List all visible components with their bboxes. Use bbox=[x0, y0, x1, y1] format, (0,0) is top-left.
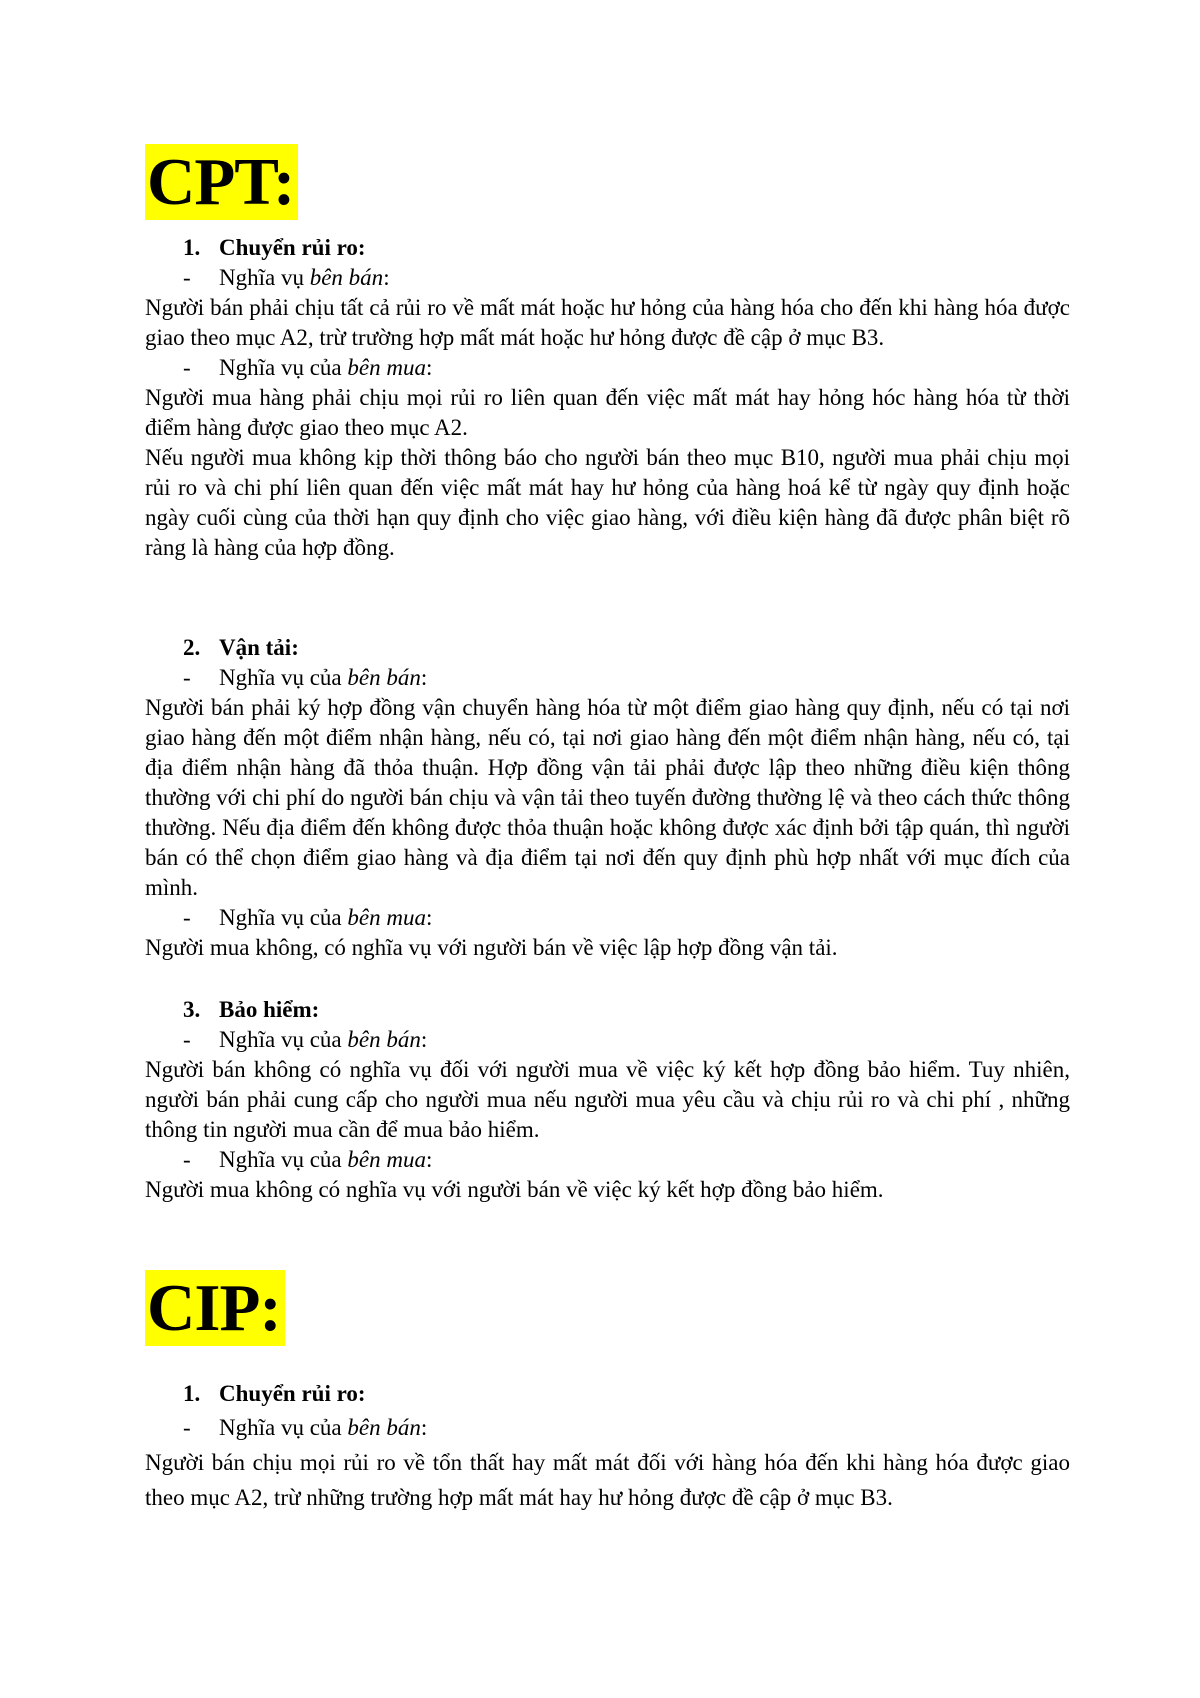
seller-obligation-label: - Nghĩa vụ bên bán: bbox=[145, 263, 1070, 293]
buyer-obligation-text: Người mua không, có nghĩa vụ với người bán về việc lập hợp đồng vận tải. bbox=[145, 935, 838, 960]
cpt-heading-block bbox=[145, 144, 1070, 220]
section-title-text: Bảo hiểm: bbox=[219, 997, 320, 1022]
section-title-text: Chuyển rủi ro: bbox=[219, 1381, 366, 1406]
cpt-section-2 bbox=[145, 633, 1070, 963]
party-seller: bên bán bbox=[347, 1027, 421, 1052]
section-title bbox=[145, 995, 1070, 1025]
buyer-obligation-label: - Nghĩa vụ của bên mua: bbox=[145, 1145, 1070, 1175]
cip-heading: CIP: bbox=[145, 1270, 285, 1346]
buyer-obligation-label: - Nghĩa vụ của bên mua: bbox=[145, 353, 1070, 383]
section-number: 1. bbox=[183, 1381, 201, 1406]
party-seller: bên bán bbox=[309, 265, 384, 290]
section-number: 1. bbox=[183, 235, 201, 260]
party-buyer: bên mua bbox=[347, 1147, 426, 1172]
bullet-dash: - bbox=[183, 905, 191, 930]
section-title-text: Vận tải: bbox=[219, 635, 299, 660]
party-seller: bên bán bbox=[347, 665, 421, 690]
section-title bbox=[145, 233, 1070, 263]
cip-heading-block bbox=[145, 1270, 1070, 1346]
section-number: 2. bbox=[183, 635, 201, 660]
cpt-heading: CPT: bbox=[145, 144, 298, 220]
buyer-obligation-text-2: Nếu người mua không kịp thời thông báo cho người bán theo mục B10, người mua phải chịu mọi rủi ro và chi phí liên quan đến việc mất mát hay hư hỏng của hàng hoá kể từ ngày quy định hoặc ngày cuối cùng của thời hạn quy định cho việc giao hàng, với điều kiện hàng đã được phân biệt rõ ràng là hàng của hợp đồng. bbox=[145, 445, 1070, 560]
section-number: 3. bbox=[183, 997, 201, 1022]
buyer-obligation-label: - Nghĩa vụ của bên mua: bbox=[145, 903, 1070, 933]
bullet-dash: - bbox=[183, 265, 191, 290]
seller-obligation-label: - Nghĩa vụ của bên bán: bbox=[145, 663, 1070, 693]
bullet-dash: - bbox=[183, 1147, 191, 1172]
party-buyer: bên mua bbox=[347, 355, 426, 380]
seller-obligation-text: Người bán phải chịu tất cả rủi ro về mất mát hoặc hư hỏng của hàng hóa cho đến khi hàng hóa được giao theo mục A2, trừ trường hợp mất mát hoặc hư hỏng được đề cập ở mục B3. bbox=[145, 295, 1070, 350]
seller-obligation-text: Người bán phải ký hợp đồng vận chuyển hàng hóa từ một điểm giao hàng quy định, nếu có tại nơi giao hàng đến một điểm nhận hàng, nếu có, tại nơi giao hàng đến một điểm nhận hàng, nếu có, tại địa điểm nhận hàng đã thỏa thuận. Hợp đồng vận tải phải được lập theo những điều kiện thông thường với chi phí do người bán chịu và vận tải theo tuyến đường thường lệ và theo cách thức thông thường. Nếu địa điểm đến không được thỏa thuận hoặc không được xác định bởi tập quán, thì người bán có thể chọn điểm giao hàng và địa điểm tại nơi đến quy định phù hợp nhất với mục đích của mình. bbox=[145, 695, 1070, 900]
bullet-dash: - bbox=[183, 1415, 191, 1440]
bullet-dash: - bbox=[183, 665, 191, 690]
buyer-obligation-text: Người mua hàng phải chịu mọi rủi ro liên quan đến việc mất mát hay hỏng hóc hàng hóa từ thời điểm hàng được giao theo mục A2. bbox=[145, 385, 1070, 440]
seller-obligation-label: - Nghĩa vụ của bên bán: bbox=[145, 1413, 1070, 1443]
cip-section-1 bbox=[145, 1379, 1070, 1515]
cpt-section-3 bbox=[145, 995, 1070, 1205]
seller-obligation-text: Người bán không có nghĩa vụ đối với người mua về việc ký kết hợp đồng bảo hiểm. Tuy nhiên, người bán phải cung cấp cho người mua nếu người mua yêu cầu và chịu rủi ro và chi phí , những thông tin người mua cần để mua bảo hiểm. bbox=[145, 1057, 1070, 1142]
section-title-text: Chuyển rủi ro: bbox=[219, 235, 366, 260]
party-buyer: bên mua bbox=[347, 905, 426, 930]
seller-obligation-label: - Nghĩa vụ của bên bán: bbox=[145, 1025, 1070, 1055]
cpt-section-1 bbox=[145, 233, 1070, 563]
bullet-dash: - bbox=[183, 1027, 191, 1052]
bullet-dash: - bbox=[183, 355, 191, 380]
section-title bbox=[145, 633, 1070, 663]
buyer-obligation-text: Người mua không có nghĩa vụ với người bán về việc ký kết hợp đồng bảo hiểm. bbox=[145, 1177, 884, 1202]
seller-obligation-text: Người bán chịu mọi rủi ro về tổn thất hay mất mát đối với hàng hóa đến khi hàng hóa được giao theo mục A2, trừ những trường hợp mất mát hay hư hỏng được đề cập ở mục B3. bbox=[145, 1450, 1070, 1510]
section-title bbox=[145, 1379, 1070, 1409]
party-seller: bên bán bbox=[347, 1415, 421, 1440]
